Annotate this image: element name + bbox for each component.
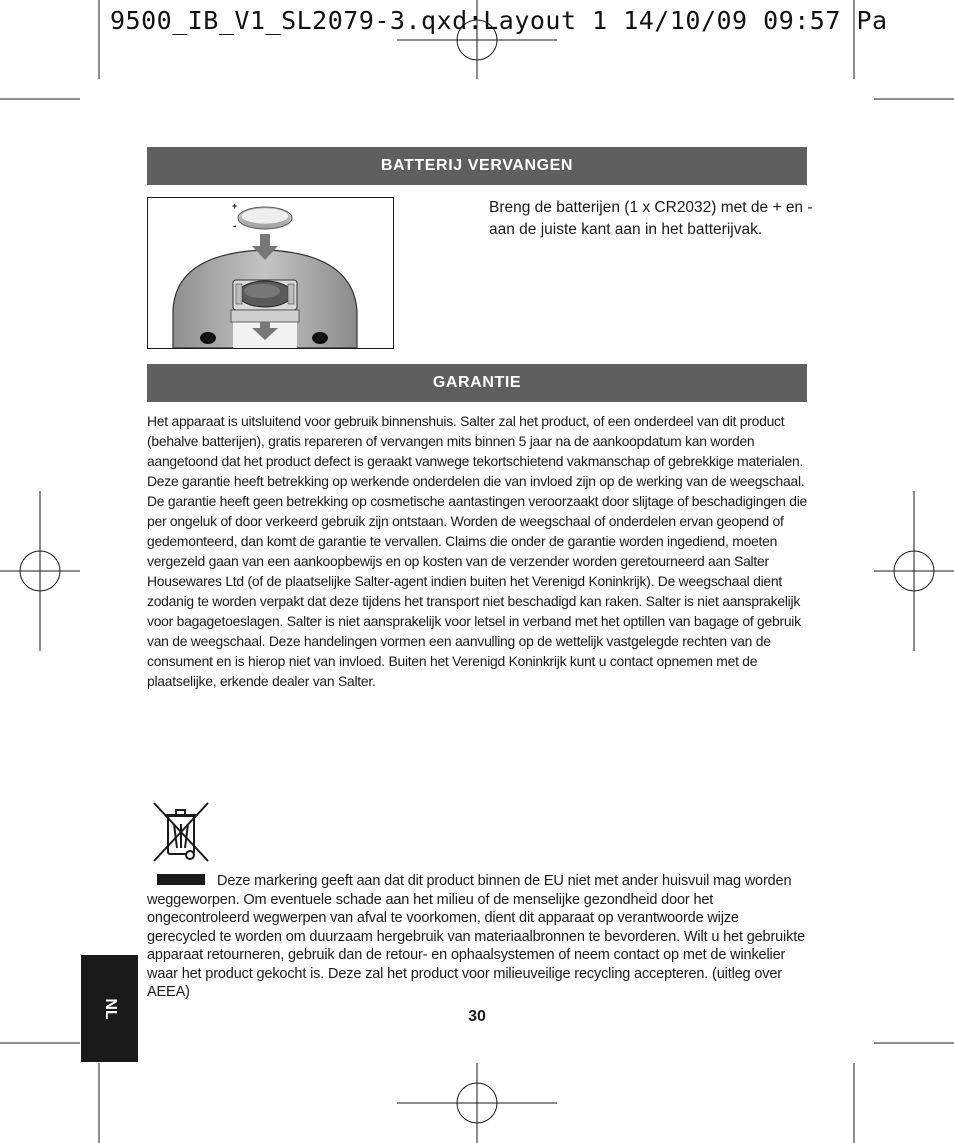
minus-label: - xyxy=(233,221,237,232)
language-tab-label: NL xyxy=(101,997,119,1020)
battery-instruction: Breng de batterijen (1 x CR2032) met de + en - aan de juiste kant aan in het batterijvak. xyxy=(489,199,813,238)
crossed-out-wheelie-bin-icon xyxy=(150,800,214,866)
battery-figure xyxy=(147,197,394,349)
registration-mark-right xyxy=(874,491,954,651)
page-number: 30 xyxy=(468,1008,486,1025)
registration-mark-left xyxy=(0,491,80,651)
print-slug: 9500_IB_V1_SL2079-3.qxd:Layout 1 14/10/09 09:57 Pa xyxy=(110,6,888,35)
plus-label: + xyxy=(232,201,238,211)
registration-mark-bottom xyxy=(397,1063,557,1143)
guarantee-body: Het apparaat is uitsluitend voor gebruik binnenshuis. Salter zal het product, of een onderdeel van dit product (behalve batterijen), gratis repareren of vervangen mits binnen 5 jaar na de aankoopdatum kan worden aangetoond dat het product defect is geraakt vanwege tekortschietend vakmanschap of gebrekkige materialen. Deze garantie heeft betrekking op werkende onderdelen die van invloed zijn op de werking van de weegschaal. De garantie heeft geen betrekking op cosmetische aantastingen veroorzaakt door slijtage of beschadigingen die per ongeluk of door verkeerd gebruik zijn ontstaan. Worden de weegschaal of onderdelen ervan geopend of gedemonteerd, dan komt de garantie te vervallen. Claims die onder de garantie worden ingediend, moeten vergezeld gaan van een aankoopbewijs en op kosten van de verzender worden geretourneerd aan Salter Housewares Ltd (of de plaatselijke Salter-agent indien buiten het Verenigd Koninkrijk). De weegschaal dient zodanig te worden verpakt dat deze tijdens het transport niet beschadigd kan raken. Salter is niet aansprakelijk voor bagagetoeslagen. Salter is niet aansprakelijk voor letsel in verband met het optillen van bagage of gebruik van de weegschaal. Deze handelingen vormen een aanvulling op de wettelijk vastgelegde rechten van de consument en is hierop niet van invloed. Buiten het Verenigd Koninkrijk kunt u contact opnemen met de plaatselijke, erkende dealer van Salter. xyxy=(147,413,808,689)
battery-compartment-illustration xyxy=(148,198,393,348)
battery-heading: BATTERIJ VERVANGEN xyxy=(147,147,807,185)
weee-description: Deze markering geeft aan dat dit product binnen de EU niet met ander huisvuil mag worden weggeworpen. Om eventuele schade aan het milieu of de menselijke gezondheid door het ongecontroleerd wegwerpen van afval te voorkomen, dient dit apparaat op verantwoorde wijze gerecycled te worden om duurzaam hergebruik van materiaalbronnen te bevorderen. Wilt u het gebruikte apparaat retourneren, gebruik dan de retour- en ophaalsystemen of neem contact op met de winkelier waar het product gekocht is. Deze zal het product voor milieuveilige recycling accepteren. (uitleg over AEEA) xyxy=(147,873,806,1000)
language-tab xyxy=(81,955,138,1062)
guarantee-heading: GARANTIE xyxy=(147,364,807,402)
